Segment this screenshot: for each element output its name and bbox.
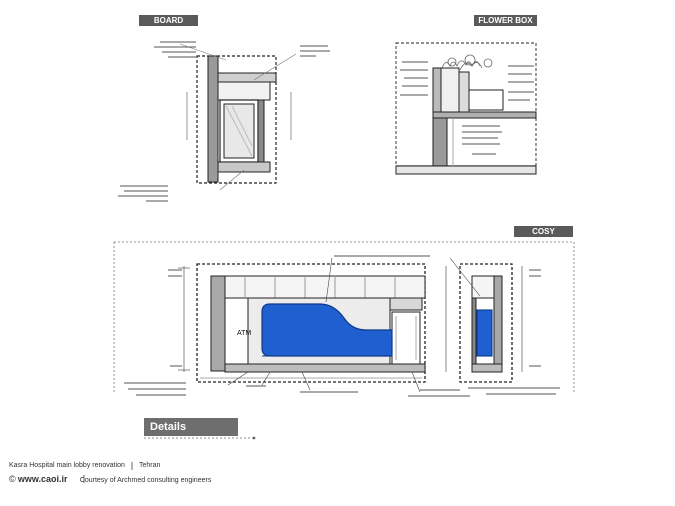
board-section-tag: BOARD [139, 15, 198, 26]
project-caption [9, 462, 160, 469]
project-name: Kasra Hospital main lobby renovation [9, 462, 125, 469]
copyright-icon: © [9, 474, 16, 484]
cosy-blue-seat-side [477, 310, 492, 356]
project-city: Tehran [138, 462, 161, 469]
board-detail-drawing [180, 44, 296, 190]
details-section-tag: Details [144, 418, 238, 436]
cosy-section-tag: COSY [514, 226, 573, 237]
atm-label: ATM [237, 330, 252, 337]
footer-credit-line [9, 474, 211, 484]
flower-box-section-tag: FLOWER BOX [474, 15, 537, 26]
site-link[interactable]: www.caoi.ir [17, 474, 68, 484]
credit-text: Courtesy of Archmed consulting engineers [79, 477, 212, 484]
